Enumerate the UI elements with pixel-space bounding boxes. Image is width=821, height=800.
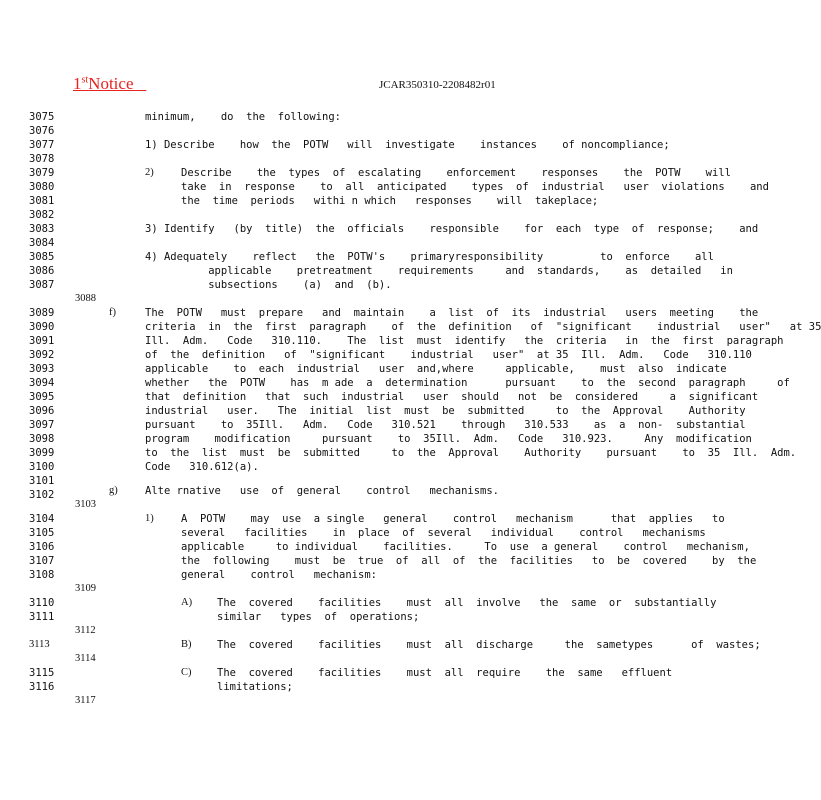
line-numbers-3104-3108: 3104 3105 3106 3107 3108 xyxy=(29,513,55,581)
subsection-f-label: f) xyxy=(109,307,116,318)
line-numbers-3110-3111: 3110 3111 xyxy=(29,597,55,623)
subsection-g-label: g) xyxy=(109,485,118,496)
g-item-1-label: 1) xyxy=(145,513,154,524)
line-numbers-3115-3116: 3115 3116 xyxy=(29,667,55,693)
subsection-g-heading: Alte rnative use of general control mechanisms. xyxy=(145,485,500,497)
line-number-3113: 3113 xyxy=(29,639,50,650)
subsection-f-text: The POTW must prepare and maintain a list of its industrial users meeting the criteria in the first paragraph of the definition of "significant industrial user" at 35 Ill. Adm. Code 310.110. The list must identify the criteria in the first paragraph of the definition of "significant industrial user" at 35 Ill. Adm. Code 310.110 applicable to each industrial user and,where applicable, must also indicate whether the POTW has m ade a determination pursuant to the second paragraph of that definition that such industrial user should not be considered a significant industrial user. The initial list must be submitted to the Approval Authority pursuant to 35Ill. Adm. Code 310.521 through 310.533 as a non- substantial program modification pursuant to 35Ill. Adm. Code 310.923. Any modification to the list must be submitted to the Approval Authority pursuant to 35 Ill. Adm. Code 310.612(a). xyxy=(145,307,821,473)
g-item-a-label: A) xyxy=(181,597,193,608)
line-numbers-3089-3102: 3089 3090 3091 3092 3093 3094 3095 3096 3097 3098 3099 3100 3101 3102 xyxy=(29,307,55,501)
item-2-escalating-responses: Describe the types of escalating enforcement responses the POTW will take in response to all anticipated types of industrial user violations and the time periods withi n which responses will takeplace; xyxy=(181,167,769,207)
g-item-c-text: The covered facilities must all require the same effluent limitations; xyxy=(217,667,673,693)
paragraph-minimum: minimum, do the following: xyxy=(145,111,341,123)
g-item-b-text: The covered facilities must all discharge the sametypes of wastes; xyxy=(217,639,761,651)
item-1-describe-investigation: 1) Describe how the POTW will investigate instances of noncompliance; xyxy=(145,139,670,151)
notice-label: Notice xyxy=(88,74,147,93)
line-number-3109: 3109 xyxy=(75,583,96,594)
g-item-b-label: B) xyxy=(181,639,192,650)
line-numbers-3075-3087: 3075 3076 3077 3078 3079 3080 3081 3082 3083 3084 3085 3086 3087 xyxy=(29,111,55,291)
line-number-3103: 3103 xyxy=(75,499,96,510)
document-code: JCAR350310-2208482r01 xyxy=(379,79,496,91)
g-item-c-label: C) xyxy=(181,667,192,678)
item-2-label: 2) xyxy=(145,167,154,178)
notice-header xyxy=(73,74,146,94)
line-number-3114: 3114 xyxy=(75,653,96,664)
notice-superscript: st xyxy=(81,74,89,86)
line-number-3117: 3117 xyxy=(75,695,96,706)
item-3-identify-officials: 3) Identify (by title) the officials responsible for each type of response; and xyxy=(145,223,759,235)
line-number-3112: 3112 xyxy=(75,625,96,636)
notice-number: 1 xyxy=(73,74,82,93)
g-item-a-text: The covered facilities must all involve the same or substantially similar types of operations; xyxy=(217,597,717,623)
line-number-3088: 3088 xyxy=(75,293,96,304)
g-item-1-text: A POTW may use a single general control mechanism that applies to several facilities in place of several individual control mechanisms applicable to individual facilities. To use a general control mechanism, the following must be true of all of the facilities to be covered by the general control mechanism: xyxy=(181,513,757,581)
item-4-adequately-reflect: 4) Adequately reflect the POTW's primaryresponsibility to enforce all applicable pretreatment requirements and standards, as detailed in subsections (a) and (b). xyxy=(145,251,733,291)
